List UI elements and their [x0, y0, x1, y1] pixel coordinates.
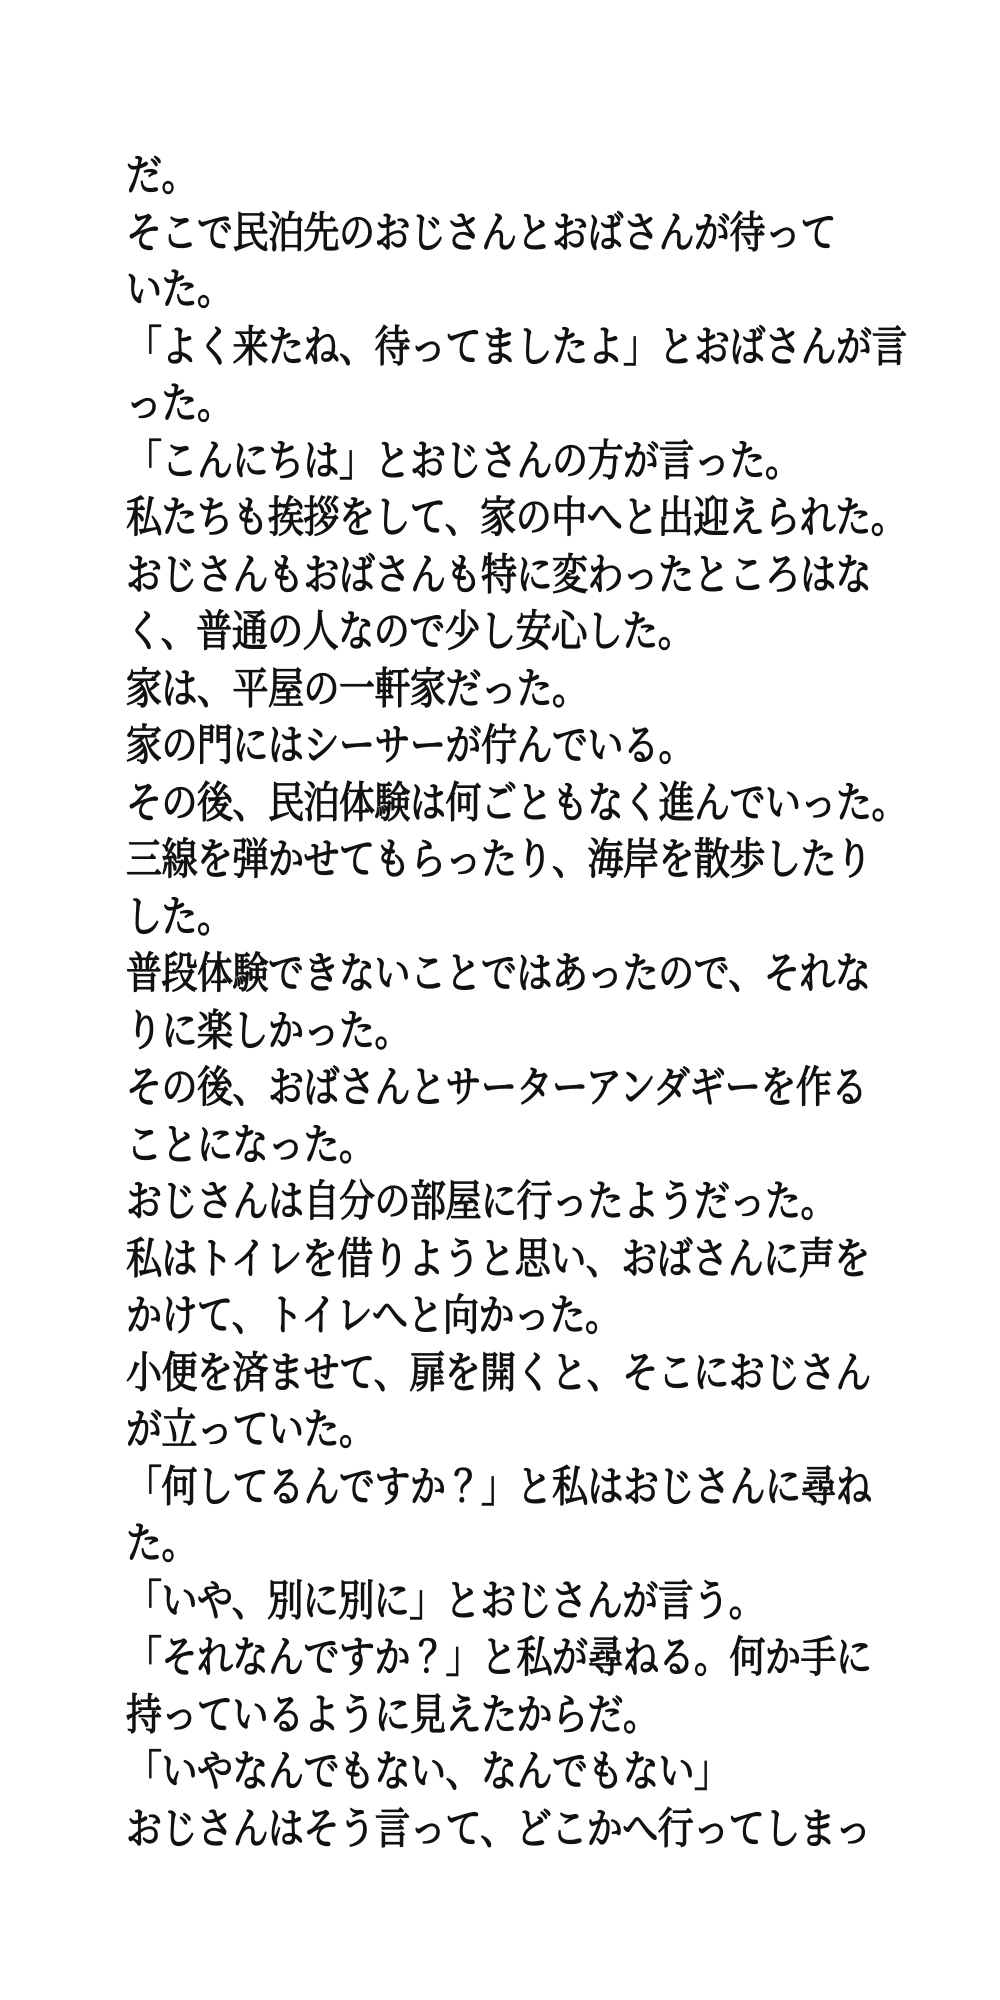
story-text-block [126, 148, 936, 1858]
text-line: った。 [126, 379, 233, 428]
text-line: その後、おばさんとサーターアンダギーを作る [126, 1063, 867, 1112]
text-line: 「何してるんですか？」と私はおじさんに尋ね [126, 1462, 872, 1511]
text-line: が立っていた。 [126, 1405, 375, 1454]
text-line: 「いや、別に別に」とおじさんが言う。 [126, 1576, 765, 1625]
text-line: た。 [126, 1519, 198, 1568]
text-line: おじさんもおばさんも特に変わったところはな [126, 550, 872, 599]
text-line: かけて、トイレへと向かった。 [126, 1291, 621, 1340]
text-line: 「いやなんでもない、なんでもない」 [126, 1747, 730, 1796]
text-line: その後、民泊体験は何ごともなく進んでいった。 [126, 778, 908, 827]
text-line: おじさんはそう言って、どこかへ行ってしまっ [126, 1804, 871, 1853]
text-line: 持っているように見えたからだ。 [126, 1690, 659, 1739]
text-line: 私はトイレを借りようと思い、おばさんに声を [126, 1234, 870, 1283]
text-line: 「こんにちは」とおじさんの方が言った。 [126, 436, 801, 485]
text-line: 家の門にはシーサーが佇んでいる。 [126, 721, 695, 770]
text-line: いた。 [126, 265, 233, 314]
text-line: 「それなんですか？」と私が尋ねる。何か手に [126, 1633, 872, 1682]
text-line: 小便を済ませて、扉を開くと、そこにおじさん [126, 1348, 871, 1397]
text-line: く、普通の人なので少し安心した。 [126, 607, 694, 656]
text-line: 私たちも挨拶をして、家の中へと出迎えられた。 [126, 493, 907, 542]
text-line: そこで民泊先のおじさんとおばさんが待って [126, 208, 837, 257]
text-line: 「よく来たね、待ってましたよ」とおばさんが言 [126, 322, 908, 371]
text-line: 三線を弾かせてもらったり、海岸を散歩したり [126, 835, 872, 884]
text-line: だ。 [126, 151, 198, 200]
text-line: 普段体験できないことではあったので、それな [126, 949, 871, 998]
text-line: 家は、平屋の一軒家だった。 [126, 664, 588, 713]
text-line: おじさんは自分の部屋に行ったようだった。 [126, 1177, 837, 1226]
text-line: りに楽しかった。 [126, 1006, 411, 1055]
text-line: した。 [126, 892, 233, 941]
text-line: ことになった。 [126, 1120, 375, 1169]
